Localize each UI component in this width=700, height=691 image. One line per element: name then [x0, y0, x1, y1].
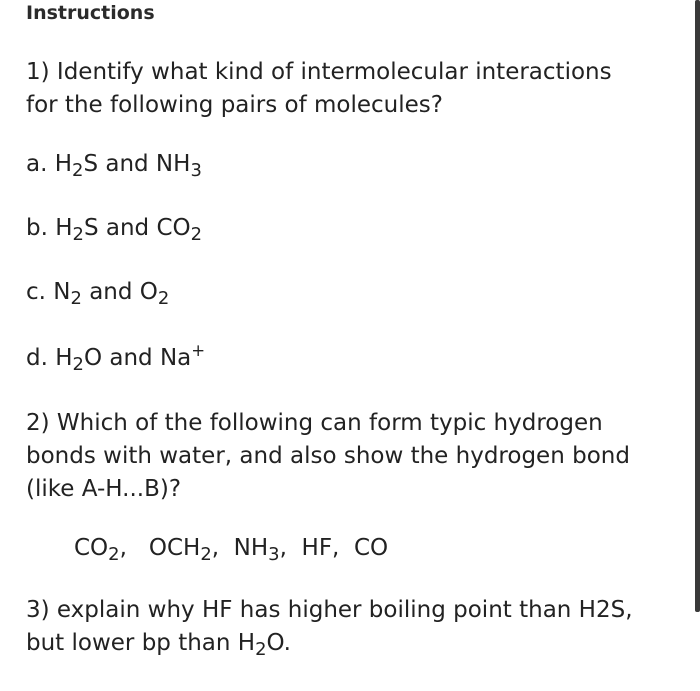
pair-d: d. $H_2O$ and Na+ — [26, 340, 206, 376]
pair-a: a. $H_2S$ and $NH_3$ — [26, 151, 202, 182]
page-title: Instructions — [26, 2, 155, 24]
question-3-line-2: but lower bp than $H_2O$. — [26, 630, 291, 661]
question-2-line-2: bonds with water, and also show the hydrogen bond — [26, 443, 630, 469]
pair-b: b. $H_2S$ and $CO_2$ — [26, 215, 203, 246]
scrollbar[interactable] — [695, 0, 700, 612]
question-3-line-1: 3) explain why HF has higher boiling point than H2S, — [26, 597, 633, 623]
question-1-line-1: 1) Identify what kind of intermolecular interactions — [26, 59, 612, 85]
question-2-line-3: (like A-H...B)? — [26, 476, 182, 502]
question-1-line-2: for the following pairs of molecules? — [26, 92, 443, 118]
question-2-line-1: 2) Which of the following can form typic hydrogen — [26, 410, 603, 436]
molecule-list: $CO_2$, $OCH_2$, $NH_3$, HF, CO — [74, 535, 389, 566]
pair-c: c. $N_2$ and $O_2$ — [26, 279, 170, 310]
